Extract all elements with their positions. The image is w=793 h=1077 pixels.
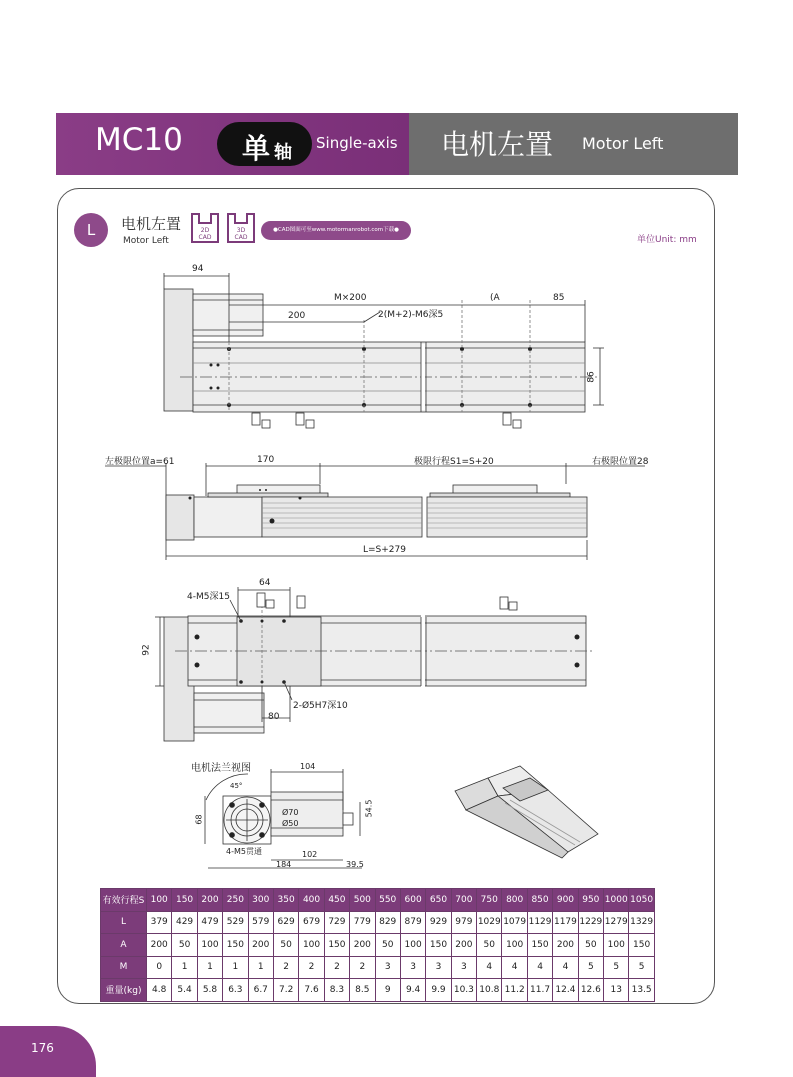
section-title-en: Motor Left <box>123 236 169 246</box>
stroke-cell: 650 <box>426 889 451 912</box>
dim-label-68: 68 <box>194 814 204 825</box>
a-cell: 100 <box>299 934 324 957</box>
weight-cell: 9.4 <box>400 979 425 1002</box>
a-cell: 150 <box>527 934 552 957</box>
weight-cell: 13.5 <box>629 979 654 1002</box>
a-cell: 100 <box>400 934 425 957</box>
weight-cell: 11.7 <box>527 979 552 1002</box>
l-cell: 1329 <box>629 911 654 934</box>
table-row-a <box>101 934 655 957</box>
l-cell: 529 <box>223 911 248 934</box>
l-cell: 579 <box>248 911 273 934</box>
dim-label-170: 170 <box>257 455 275 465</box>
dim-label-54-5: 54.5 <box>364 799 374 818</box>
l-cell: 1129 <box>527 911 552 934</box>
weight-cell: 13 <box>604 979 629 1002</box>
unit-label: 单位Unit: mm <box>637 235 697 245</box>
m-cell: 3 <box>375 956 400 979</box>
l-cell: 479 <box>197 911 222 934</box>
dim-label-184: 184 <box>276 860 292 869</box>
l-cell: 1279 <box>604 911 629 934</box>
left-limit-label: 左极限位置a=61 <box>105 457 175 467</box>
m-cell: 5 <box>604 956 629 979</box>
dim-label-64: 64 <box>259 578 271 588</box>
motor-position-cn: 电机左置 <box>441 128 554 161</box>
dim-label-102: 102 <box>302 850 318 859</box>
l-cell: 929 <box>426 911 451 934</box>
weight-cell: 5.4 <box>172 979 197 1002</box>
stroke-cell: 400 <box>299 889 324 912</box>
axis-pill-small: 轴 <box>274 142 292 163</box>
weight-cell: 7.6 <box>299 979 324 1002</box>
table-row-stroke <box>101 889 655 912</box>
l-cell: 729 <box>324 911 349 934</box>
l-cell: 829 <box>375 911 400 934</box>
stroke-cell: 1050 <box>629 889 654 912</box>
m-cell: 1 <box>172 956 197 979</box>
page-number: 176 <box>31 1041 54 1055</box>
row-header-l: L <box>101 911 147 934</box>
table-row-weight <box>101 979 655 1002</box>
m-cell: 3 <box>451 956 476 979</box>
length-label: L=S+279 <box>363 545 406 555</box>
m-cell: 1 <box>248 956 273 979</box>
cad-3d-label-2: CAD <box>234 234 248 241</box>
dim-label-200: 200 <box>288 311 306 321</box>
a-cell: 100 <box>197 934 222 957</box>
stroke-cell: 450 <box>324 889 349 912</box>
stroke-cell: 950 <box>578 889 603 912</box>
m-cell: 4 <box>502 956 527 979</box>
l-cell: 1179 <box>553 911 578 934</box>
bottom-view-drawing <box>155 587 595 741</box>
l-cell: 1229 <box>578 911 603 934</box>
dim-label-85: 85 <box>553 293 565 303</box>
stroke-cell: 300 <box>248 889 273 912</box>
l-cell: 429 <box>172 911 197 934</box>
a-cell: 200 <box>248 934 273 957</box>
row-header-m: M <box>101 956 147 979</box>
weight-cell: 8.5 <box>350 979 375 1002</box>
row-header-weight: 重量(kg) <box>101 979 147 1002</box>
a-cell: 50 <box>273 934 298 957</box>
stroke-cell: 350 <box>273 889 298 912</box>
weight-cell: 11.2 <box>502 979 527 1002</box>
section-badge: L <box>74 213 108 247</box>
cad-download-link[interactable]: ●CAD图面可至www.motormanrobot.com下载● <box>261 221 411 240</box>
weight-cell: 6.7 <box>248 979 273 1002</box>
a-cell: 200 <box>451 934 476 957</box>
m-cell: 4 <box>477 956 502 979</box>
top-view-drawing <box>164 273 604 428</box>
weight-cell: 6.3 <box>223 979 248 1002</box>
section-title-cn: 电机左置 <box>121 215 182 233</box>
cad-3d-label-1: 3D <box>236 227 246 234</box>
dim-label-92: 92 <box>141 644 152 656</box>
weight-cell: 8.3 <box>324 979 349 1002</box>
model-title: MC10 <box>95 122 183 158</box>
stroke-cell: 550 <box>375 889 400 912</box>
hole-note-m6: 2(M+2)-M6深5 <box>378 310 444 320</box>
a-cell: 50 <box>172 934 197 957</box>
stroke-cell: 100 <box>147 889 172 912</box>
m-cell: 4 <box>553 956 578 979</box>
l-cell: 1029 <box>477 911 502 934</box>
cad-2d-label-1: 2D <box>200 227 210 234</box>
row-header-a: A <box>101 934 147 957</box>
table-row-m <box>101 956 655 979</box>
weight-cell: 10.3 <box>451 979 476 1002</box>
m-cell: 2 <box>273 956 298 979</box>
a-cell: 50 <box>477 934 502 957</box>
dia-70-label: Ø70 <box>282 808 299 817</box>
m-cell: 5 <box>578 956 603 979</box>
axis-pill-big: 单 <box>242 132 271 165</box>
a-cell: 150 <box>426 934 451 957</box>
a-cell: 100 <box>604 934 629 957</box>
a-cell: 200 <box>147 934 172 957</box>
m-cell: 3 <box>426 956 451 979</box>
l-cell: 979 <box>451 911 476 934</box>
weight-cell: 7.2 <box>273 979 298 1002</box>
a-cell: 150 <box>223 934 248 957</box>
spec-table <box>100 888 655 1002</box>
weight-cell: 5.8 <box>197 979 222 1002</box>
stroke-cell: 250 <box>223 889 248 912</box>
dim-label-80: 80 <box>268 712 280 722</box>
stroke-cell: 750 <box>477 889 502 912</box>
flange-view-title: 电机法兰视图 <box>191 763 251 774</box>
stroke-cell: 1000 <box>604 889 629 912</box>
row-header-stroke: 有效行程S <box>101 889 147 912</box>
stroke-cell: 800 <box>502 889 527 912</box>
dim-label-a: (A <box>490 293 500 303</box>
l-cell: 879 <box>400 911 425 934</box>
dia-50-label: Ø50 <box>282 819 299 828</box>
m-cell: 1 <box>197 956 222 979</box>
angle-label: 45° <box>230 782 243 790</box>
a-cell: 150 <box>629 934 654 957</box>
pin-holes-note: 2-Ø5H7深10 <box>293 701 348 711</box>
l-cell: 679 <box>299 911 324 934</box>
stroke-cell: 600 <box>400 889 425 912</box>
right-limit-label: 右极限位置28 <box>592 457 649 467</box>
weight-cell: 4.8 <box>147 979 172 1002</box>
a-cell: 200 <box>553 934 578 957</box>
l-cell: 379 <box>147 911 172 934</box>
dim-label-mx200: M×200 <box>334 293 367 303</box>
m-cell: 2 <box>350 956 375 979</box>
l-cell: 629 <box>273 911 298 934</box>
axis-label-en: Single-axis <box>316 134 398 152</box>
m-cell: 1 <box>223 956 248 979</box>
weight-cell: 9 <box>375 979 400 1002</box>
weight-cell: 12.4 <box>553 979 578 1002</box>
stroke-label: 极限行程S1=S+20 <box>414 457 494 467</box>
m-cell: 2 <box>324 956 349 979</box>
weight-cell: 12.6 <box>578 979 603 1002</box>
m-cell: 3 <box>400 956 425 979</box>
l-cell: 779 <box>350 911 375 934</box>
dim-label-94: 94 <box>192 264 204 274</box>
m5-holes-note: 4-M5深15 <box>187 592 230 602</box>
stroke-cell: 150 <box>172 889 197 912</box>
weight-cell: 10.8 <box>477 979 502 1002</box>
cad-2d-label-2: CAD <box>198 234 212 241</box>
m-cell: 4 <box>527 956 552 979</box>
weight-cell: 9.9 <box>426 979 451 1002</box>
dim-label-104: 104 <box>300 762 316 771</box>
motor-position-en: Motor Left <box>582 134 664 153</box>
m5-through-note: 4-M5贯通 <box>226 847 262 856</box>
l-cell: 1079 <box>502 911 527 934</box>
isometric-view-drawing <box>455 766 598 858</box>
m-cell: 0 <box>147 956 172 979</box>
m-cell: 5 <box>629 956 654 979</box>
stroke-cell: 500 <box>350 889 375 912</box>
a-cell: 100 <box>502 934 527 957</box>
stroke-cell: 200 <box>197 889 222 912</box>
a-cell: 50 <box>578 934 603 957</box>
a-cell: 50 <box>375 934 400 957</box>
a-cell: 200 <box>350 934 375 957</box>
m-cell: 2 <box>299 956 324 979</box>
table-row-l <box>101 911 655 934</box>
a-cell: 150 <box>324 934 349 957</box>
dim-label-39-5: 39.5 <box>346 860 364 869</box>
stroke-cell: 700 <box>451 889 476 912</box>
dim-label-86: 86 <box>586 371 597 383</box>
stroke-cell: 850 <box>527 889 552 912</box>
stroke-cell: 900 <box>553 889 578 912</box>
